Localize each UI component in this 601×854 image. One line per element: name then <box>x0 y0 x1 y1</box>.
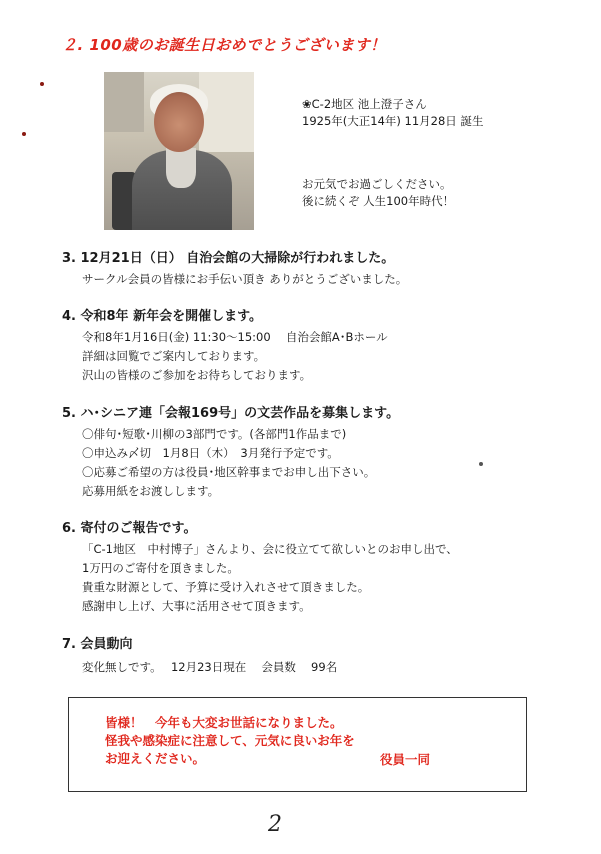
section-6-line: 1万円のご寄付を頂きました。 <box>82 561 239 575</box>
wish-line-2: 後に続くぞ 人生100年時代！ <box>302 194 455 208</box>
section-7-heading: 7. 会員動向 <box>62 637 133 652</box>
portrait-photo <box>104 72 254 230</box>
section-5-line: 〇応募ご希望の方は役員･地区幹事までお申し出下さい。 <box>82 465 376 479</box>
section-4 <box>62 305 388 385</box>
birth-date: 1925年(大正14年) 11月28日 誕生 <box>302 114 484 128</box>
page-number: 2 <box>268 812 282 837</box>
section-6 <box>62 517 458 616</box>
wish-line-1: お元気でお過ごしください。 <box>302 177 452 191</box>
section-6-heading: 6. 寄付のご報告です。 <box>62 521 197 536</box>
section-5 <box>62 402 399 501</box>
honoree-name: ❀C-2地区 池上澄子さん <box>302 97 427 111</box>
section-5-line: 〇申込み〆切 1月8日（木） 3月発行予定です。 <box>82 446 339 460</box>
section-6-line: 貴重な財源として、予算に受け入れさせて頂きました。 <box>82 580 370 594</box>
scan-speck <box>479 462 483 466</box>
section-7-line: 変化無しです。 12月23日現在 会員数 99名 <box>82 660 338 674</box>
year-end-notice <box>68 697 527 792</box>
section-4-heading: 4. 令和8年 新年会を開催します。 <box>62 309 263 324</box>
section-3 <box>62 247 407 289</box>
section-6-line: 感謝申し上げ、大事に活用させて頂きます。 <box>82 599 311 613</box>
section-3-heading: 3. 12月21日（日） 自治会館の大掃除が行われました。 <box>62 251 395 266</box>
section-4-line: 沢山の皆様のご参加をお待ちしております。 <box>82 368 312 382</box>
notice-signature: 役員一同 <box>380 752 431 767</box>
section-5-line: 応募用紙をお渡しします。 <box>82 484 220 498</box>
notice-line-1: 皆様！ 今年も大変お世話になりました。 <box>105 715 343 730</box>
section-4-line: 令和8年1月16日(金) 11:30～15:00 自治会館A･Bホール <box>82 330 388 344</box>
section-5-line: 〇俳句･短歌･川柳の3部門です。(各部門1作品まで) <box>82 427 347 441</box>
section-6-line: 「C-1地区 中村博子」さんより、会に役立てて欲しいとのお申し出で、 <box>82 542 458 556</box>
section-5-heading: 5. ハ･シニア連「会報169号」の文芸作品を募集します。 <box>62 406 400 421</box>
notice-line-2: 怪我や感染症に注意して、元気に良いお年を <box>105 733 355 748</box>
scan-speck <box>22 132 26 136</box>
notice-line-3: お迎えください。 <box>105 751 206 766</box>
section-2-title: ２. 100歳のお誕生日おめでとうございます！ <box>62 36 386 54</box>
section-4-line: 詳細は回覧でご案内しております。 <box>82 349 266 363</box>
birthday-info <box>302 96 483 210</box>
section-7 <box>62 633 337 677</box>
scan-speck <box>40 82 44 86</box>
section-3-line: サークル会員の皆様にお手伝い頂き ありがとうございました。 <box>82 272 408 286</box>
